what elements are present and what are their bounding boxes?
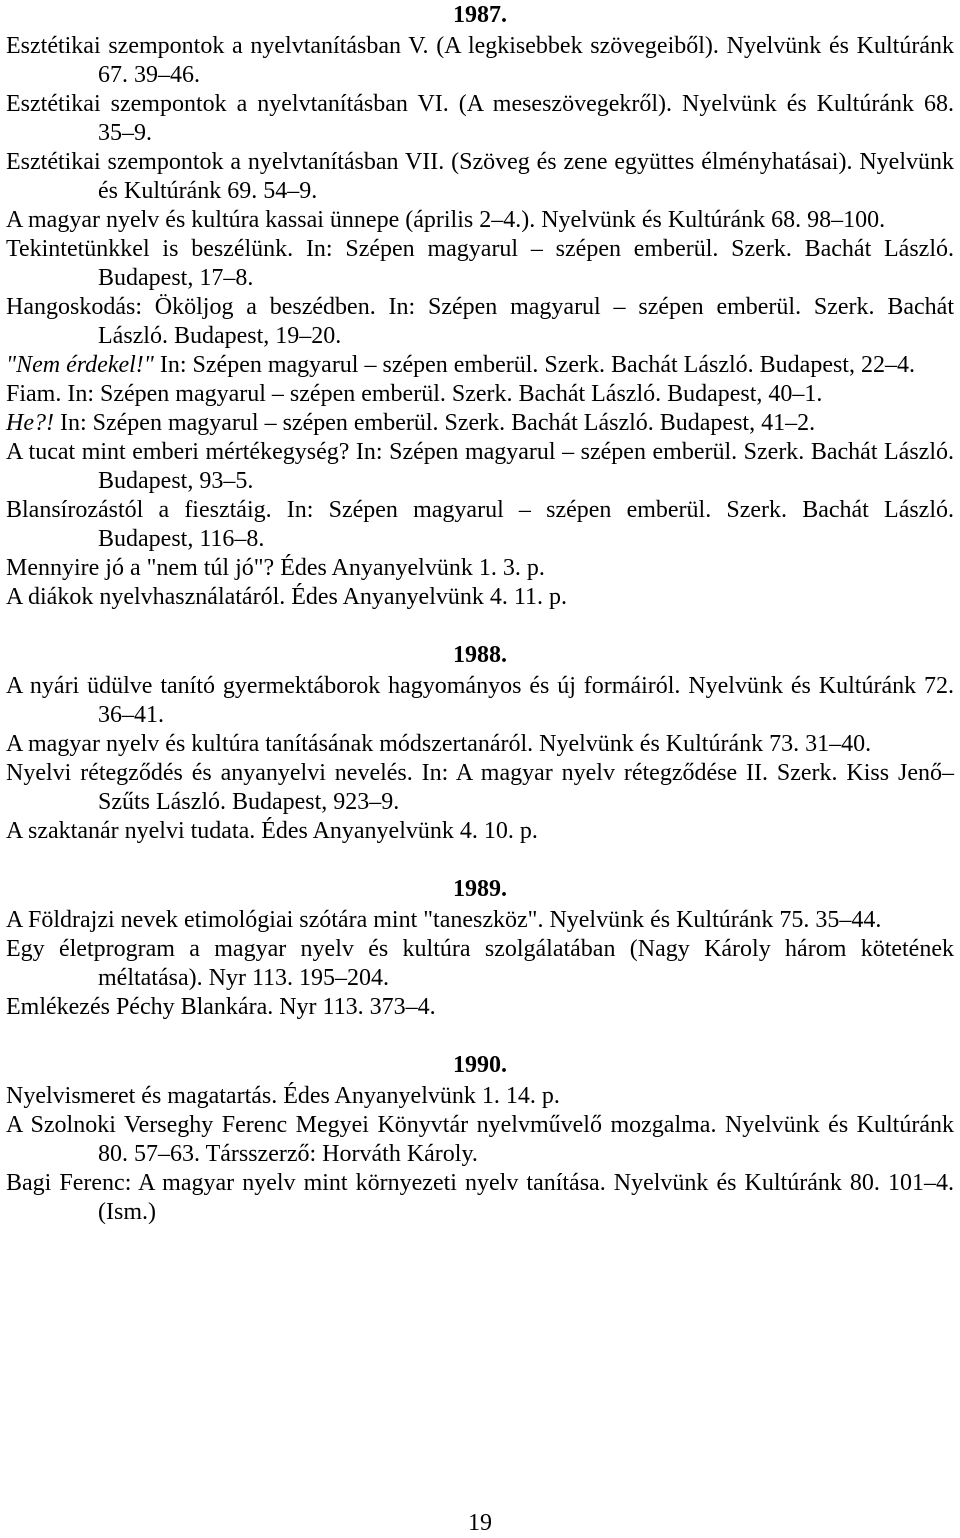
bibliography-entry: A nyári üdülve tanító gyermektáborok hagyományos és új formáiról. Nyelvünk és Kultúránk 72. 36–41. xyxy=(6,673,954,728)
year-section-1988 xyxy=(6,641,954,846)
bibliography-entry: Tekintetünkkel is beszélünk. In: Szépen magyarul – szépen emberül. Szerk. Bachát László. Budapest, 17–8. xyxy=(6,236,954,291)
year-section-1987 xyxy=(6,0,954,612)
bibliography-page xyxy=(6,0,954,1256)
bibliography-entry: Esztétikai szempontok a nyelvtanításban VII. (Szöveg és zene együttes élményhatásai). Nyelvünk és Kultúránk 69. 54–9. xyxy=(6,149,954,204)
bibliography-entry: Mennyire jó a "nem túl jó"? Édes Anyanyelvünk 1. 3. p. xyxy=(6,555,545,581)
bibliography-entry: A magyar nyelv és kultúra tanításának módszertanáról. Nyelvünk és Kultúránk 73. 31–40. xyxy=(6,731,872,757)
year-heading: 1990. xyxy=(453,1052,507,1078)
bibliography-entry: Fiam. In: Szépen magyarul – szépen emberül. Szerk. Bachát László. Budapest, 40–1. xyxy=(6,381,823,407)
entry-italic-title: "Nem érdekel!" xyxy=(6,352,154,378)
year-heading: 1987. xyxy=(453,2,507,28)
bibliography-entry xyxy=(6,409,954,438)
bibliography-entry: A Földrajzi nevek etimológiai szótára mint "taneszköz". Nyelvünk és Kultúránk 75. 35–44. xyxy=(6,907,882,933)
year-heading: 1989. xyxy=(453,876,507,902)
bibliography-entry: A magyar nyelv és kultúra kassai ünnepe (április 2–4.). Nyelvünk és Kultúránk 68. 98–100. xyxy=(6,207,886,233)
year-heading: 1988. xyxy=(453,642,507,668)
bibliography-entry: A tucat mint emberi mértékegység? In: Szépen magyarul – szépen emberül. Szerk. Bachát László. Budapest, 93–5. xyxy=(6,439,954,494)
bibliography-entry: Hangoskodás: Ököljog a beszédben. In: Szépen magyarul – szépen emberül. Szerk. Bachát László. Budapest, 19–20. xyxy=(6,294,954,349)
bibliography-entry: Egy életprogram a magyar nyelv és kultúra szolgálatában (Nagy Károly három kötetének méltatása). Nyr 113. 195–204. xyxy=(6,936,954,991)
bibliography-entry: Emlékezés Péchy Blankára. Nyr 113. 373–4. xyxy=(6,994,436,1020)
bibliography-entry: Bagi Ferenc: A magyar nyelv mint környezeti nyelv tanítása. Nyelvünk és Kultúránk 80. 101–4. (Ism.) xyxy=(6,1170,954,1225)
bibliography-entry: A diákok nyelvhasználatáról. Édes Anyanyelvünk 4. 11. p. xyxy=(6,584,567,610)
bibliography-entry: A szaktanár nyelvi tudata. Édes Anyanyelvünk 4. 10. p. xyxy=(6,818,538,844)
bibliography-entry: Nyelvismeret és magatartás. Édes Anyanyelvünk 1. 14. p. xyxy=(6,1083,560,1109)
bibliography-entry: A Szolnoki Verseghy Ferenc Megyei Könyvtár nyelvművelő mozgalma. Nyelvünk és Kultúránk 80. 57–63. Társszerző: Horváth Károly. xyxy=(6,1112,954,1167)
year-section-1989 xyxy=(6,875,954,1022)
entry-rest: In: Szépen magyarul – szépen emberül. Szerk. Bachát László. Budapest, 41–2. xyxy=(53,410,816,436)
bibliography-entry xyxy=(6,351,954,380)
bibliography-entry: Blansírozástól a fiesztáig. In: Szépen magyarul – szépen emberül. Szerk. Bachát László. Budapest, 116–8. xyxy=(6,497,954,552)
year-section-1990 xyxy=(6,1051,954,1227)
bibliography-entry: Esztétikai szempontok a nyelvtanításban VI. (A meseszövegekről). Nyelvünk és Kultúránk 68. 35–9. xyxy=(6,91,954,146)
entry-italic-title: He?! xyxy=(6,410,54,436)
bibliography-entry: Esztétikai szempontok a nyelvtanításban V. (A legkisebbek szövegeiből). Nyelvünk és Kultúránk 67. 39–46. xyxy=(6,33,954,88)
entry-rest: In: Szépen magyarul – szépen emberül. Szerk. Bachát László. Budapest, 22–4. xyxy=(153,352,915,378)
bibliography-entry: Nyelvi rétegződés és anyanyelvi nevelés. In: A magyar nyelv rétegződése II. Szerk. Kiss Jenő–Szűts László. Budapest, 923–9. xyxy=(6,760,954,815)
page-number: 19 xyxy=(468,1510,492,1536)
